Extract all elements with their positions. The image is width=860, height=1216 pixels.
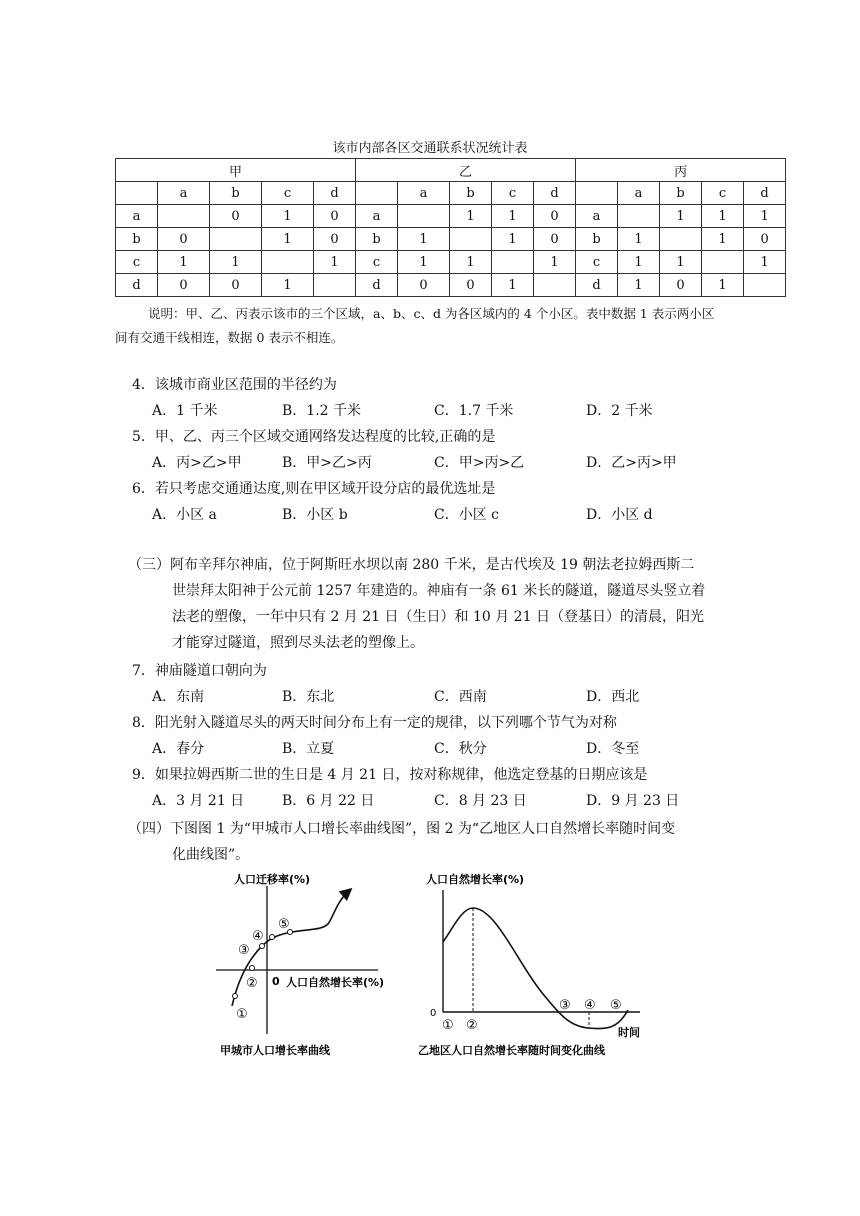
row-label: b <box>356 228 398 251</box>
note-line-2: 间有交通干线相连，数据 0 表示不相连。 <box>115 330 344 345</box>
s3-line-4: 才能穿过隧道，照到尽头法老的塑像上。 <box>172 635 424 651</box>
table-cell: 0 <box>210 205 262 228</box>
q6-option-d[interactable]: D．小区 d <box>586 507 653 523</box>
fig2-xlabel: 时间 <box>618 1026 640 1039</box>
table-cell: 1 <box>618 274 660 297</box>
column-header: b <box>210 182 262 205</box>
table-cell <box>744 274 786 297</box>
q4-option-d[interactable]: D．2 千米 <box>586 403 653 419</box>
s3-line-2: 世崇拜太阳神于公元前 1257 年建造的。神庙有一条 61 米长的隧道，隧道尽头竖立着 <box>172 583 706 599</box>
fig2-point-5-label: ⑤ <box>610 998 622 1013</box>
table-cell: 0 <box>158 274 210 297</box>
q4-option-b[interactable]: B．1.2 千米 <box>282 403 362 419</box>
s3-line-3: 法老的塑像，一年中只有 2 月 21 日（生日）和 10 月 21 日（登基日）的清晨，阳光 <box>172 609 704 625</box>
fig2-point-1-label: ① <box>442 1018 454 1033</box>
q4-option-c[interactable]: C．1.7 千米 <box>434 403 514 419</box>
column-header: b <box>450 182 492 205</box>
question-4: 4．该城市商业区范围的半径约为 <box>132 377 337 393</box>
table-row <box>116 205 786 228</box>
q6-option-b[interactable]: B．小区 b <box>282 507 348 523</box>
column-header: d <box>744 182 786 205</box>
region-header-2: 乙 <box>356 159 576 182</box>
row-label: b <box>576 228 618 251</box>
s4-line-1: （四）下图图 1 为“甲城市人口增长率曲线图”，图 2 为“乙地区人口自然增长率随时间变 <box>128 821 676 837</box>
q6-option-c[interactable]: C．小区 c <box>434 507 500 523</box>
question-5: 5．甲、乙、丙三个区域交通网络发达程度的比较,正确的是 <box>132 429 496 445</box>
column-header: b <box>660 182 702 205</box>
table-cell: 1 <box>262 228 314 251</box>
fig1-origin: 0 <box>272 975 280 988</box>
q9-option-d[interactable]: D．9 月 23 日 <box>586 793 680 809</box>
row-label: c <box>576 251 618 274</box>
table-cell: 1 <box>702 205 744 228</box>
question-8: 8．阳光射入隧道尽头的两天时间分布上有一定的规律，以下列哪个节气为对称 <box>132 715 617 731</box>
column-header: a <box>158 182 210 205</box>
table-cell: 1 <box>492 228 534 251</box>
fig1-xlabel: 人口自然增长率(%) <box>286 976 385 989</box>
column-header: a <box>618 182 660 205</box>
column-header: c <box>492 182 534 205</box>
table-cell: 1 <box>210 251 262 274</box>
section4-intro <box>128 816 746 868</box>
table-cell <box>262 251 314 274</box>
table-row <box>116 228 786 251</box>
column-header: c <box>702 182 744 205</box>
table-cell: 0 <box>314 228 356 251</box>
q5-option-d[interactable]: D．乙>丙>甲 <box>586 455 677 471</box>
q5-option-a[interactable]: A．丙>乙>甲 <box>152 455 242 471</box>
fig1-ylabel: 人口迁移率(%) <box>234 873 311 886</box>
table-cell: 1 <box>398 228 450 251</box>
q9-option-a[interactable]: A．3 月 21 日 <box>152 793 245 809</box>
table-cell <box>618 205 660 228</box>
figure-2-natural-growth-curve <box>418 868 650 1063</box>
table-cell: 1 <box>744 251 786 274</box>
row-label: d <box>356 274 398 297</box>
table-cell: 0 <box>744 228 786 251</box>
table-cell: 0 <box>314 205 356 228</box>
corner-cell <box>116 182 158 205</box>
region-header-1: 甲 <box>116 159 356 182</box>
q9-option-b[interactable]: B．6 月 22 日 <box>282 793 375 809</box>
corner-cell <box>356 182 398 205</box>
table-cell <box>660 228 702 251</box>
table-cell: 0 <box>534 228 576 251</box>
table-cell: 1 <box>450 251 492 274</box>
question-6: 6．若只考虑交通通达度,则在甲区域开设分店的最优选址是 <box>132 481 496 497</box>
fig2-origin: 0 <box>430 1008 437 1019</box>
table-cell: 0 <box>660 274 702 297</box>
table-cell: 1 <box>618 228 660 251</box>
row-label: b <box>116 228 158 251</box>
table-cell: 1 <box>158 251 210 274</box>
fig1-point-4-label: ④ <box>252 929 264 944</box>
q8-option-c[interactable]: C．秋分 <box>434 741 487 757</box>
fig1-point-2-marker <box>250 966 255 971</box>
table-cell <box>158 205 210 228</box>
fig1-point-2-label: ② <box>246 976 258 991</box>
table-row <box>116 251 786 274</box>
fig1-point-3-marker <box>260 944 265 949</box>
q5-option-b[interactable]: B．甲>乙>丙 <box>282 455 372 471</box>
q6-option-a[interactable]: A．小区 a <box>152 507 217 523</box>
table-cell: 1 <box>262 274 314 297</box>
question-7: 7．神庙隧道口朝向为 <box>132 663 267 679</box>
table-title: 该市内部各区交通联系状况统计表 <box>332 141 528 156</box>
row-label: d <box>576 274 618 297</box>
column-header: a <box>398 182 450 205</box>
q4-option-a[interactable]: A．1 千米 <box>152 403 218 419</box>
fig1-point-1-label: ① <box>236 1007 248 1022</box>
q7-option-a[interactable]: A．东南 <box>152 689 205 705</box>
figure-1-migration-curve <box>210 868 410 1063</box>
table-cell: 0 <box>398 274 450 297</box>
column-header: c <box>262 182 314 205</box>
column-header: d <box>314 182 356 205</box>
table-row <box>116 274 786 297</box>
q7-option-d[interactable]: D．西北 <box>586 689 640 705</box>
q7-option-b[interactable]: B．东北 <box>282 689 335 705</box>
table-cell: 0 <box>450 274 492 297</box>
column-header: d <box>534 182 576 205</box>
table-cell: 1 <box>450 205 492 228</box>
row-label: c <box>116 251 158 274</box>
s3-line-1: （三）阿布辛拜尔神庙，位于阿斯旺水坝以南 280 千米，是古代埃及 19 朝法老拉姆西斯二 <box>128 557 695 573</box>
question-9: 9．如果拉姆西斯二世的生日是 4 月 21 日，按对称规律，他选定登基的日期应该是 <box>132 767 648 783</box>
region-header-3: 丙 <box>576 159 786 182</box>
table-cell <box>492 251 534 274</box>
table-cell: 0 <box>210 274 262 297</box>
table-region-header <box>116 159 786 182</box>
table-cell <box>450 228 492 251</box>
traffic-table <box>115 158 786 297</box>
fig2-curve <box>443 908 628 1029</box>
q5-option-c[interactable]: C．甲>丙>乙 <box>434 455 525 471</box>
table-cell: 1 <box>618 251 660 274</box>
table-cell: 1 <box>398 251 450 274</box>
fig1-point-4-marker <box>270 935 275 940</box>
table-cell: 1 <box>702 228 744 251</box>
fig1-point-3-label: ③ <box>238 943 250 958</box>
table-cell <box>702 251 744 274</box>
table-cell <box>534 274 576 297</box>
table-cell: 1 <box>492 274 534 297</box>
fig2-point-2-label: ② <box>466 1018 478 1033</box>
table-cell <box>398 205 450 228</box>
s4-line-2: 化曲线图”。 <box>172 847 250 863</box>
table-cell: 1 <box>660 251 702 274</box>
note-line-1: 说明：甲、乙、丙表示该市的三个区域，a、b、c、d 为各区域内的 4 个小区。表中数据 1 表示两小区 <box>148 306 715 321</box>
q7-option-c[interactable]: C．西南 <box>434 689 487 705</box>
table-cell: 1 <box>314 251 356 274</box>
row-label: a <box>356 205 398 228</box>
fig2-point-3-label: ③ <box>559 998 571 1013</box>
fig1-caption: 甲城市人口增长率曲线 <box>220 1044 330 1057</box>
row-label: c <box>356 251 398 274</box>
table-cell: 1 <box>492 205 534 228</box>
table-cell: 1 <box>262 205 314 228</box>
fig1-point-5-label: ⑤ <box>278 917 290 932</box>
row-label: a <box>576 205 618 228</box>
corner-cell <box>576 182 618 205</box>
table-cell: 0 <box>534 205 576 228</box>
table-cell: 1 <box>534 251 576 274</box>
table-cell: 1 <box>744 205 786 228</box>
table-column-header <box>116 182 786 205</box>
fig1-point-1-marker <box>233 994 238 999</box>
q8-option-d[interactable]: D．冬至 <box>586 741 640 757</box>
fig2-ylabel: 人口自然增长率(%) <box>426 873 525 886</box>
table-cell: 1 <box>702 274 744 297</box>
section3-passage <box>128 552 746 656</box>
table-cell <box>314 274 356 297</box>
q8-option-b[interactable]: B．立夏 <box>282 741 335 757</box>
table-cell: 1 <box>660 205 702 228</box>
row-label: a <box>116 205 158 228</box>
table-note <box>115 302 748 350</box>
table-cell: 0 <box>158 228 210 251</box>
table-cell <box>210 228 262 251</box>
fig2-point-4-label: ④ <box>584 998 596 1013</box>
q9-option-c[interactable]: C．8 月 23 日 <box>434 793 527 809</box>
fig2-caption: 乙地区人口自然增长率随时间变化曲线 <box>418 1044 605 1057</box>
row-label: d <box>116 274 158 297</box>
q8-option-a[interactable]: A．春分 <box>152 741 205 757</box>
